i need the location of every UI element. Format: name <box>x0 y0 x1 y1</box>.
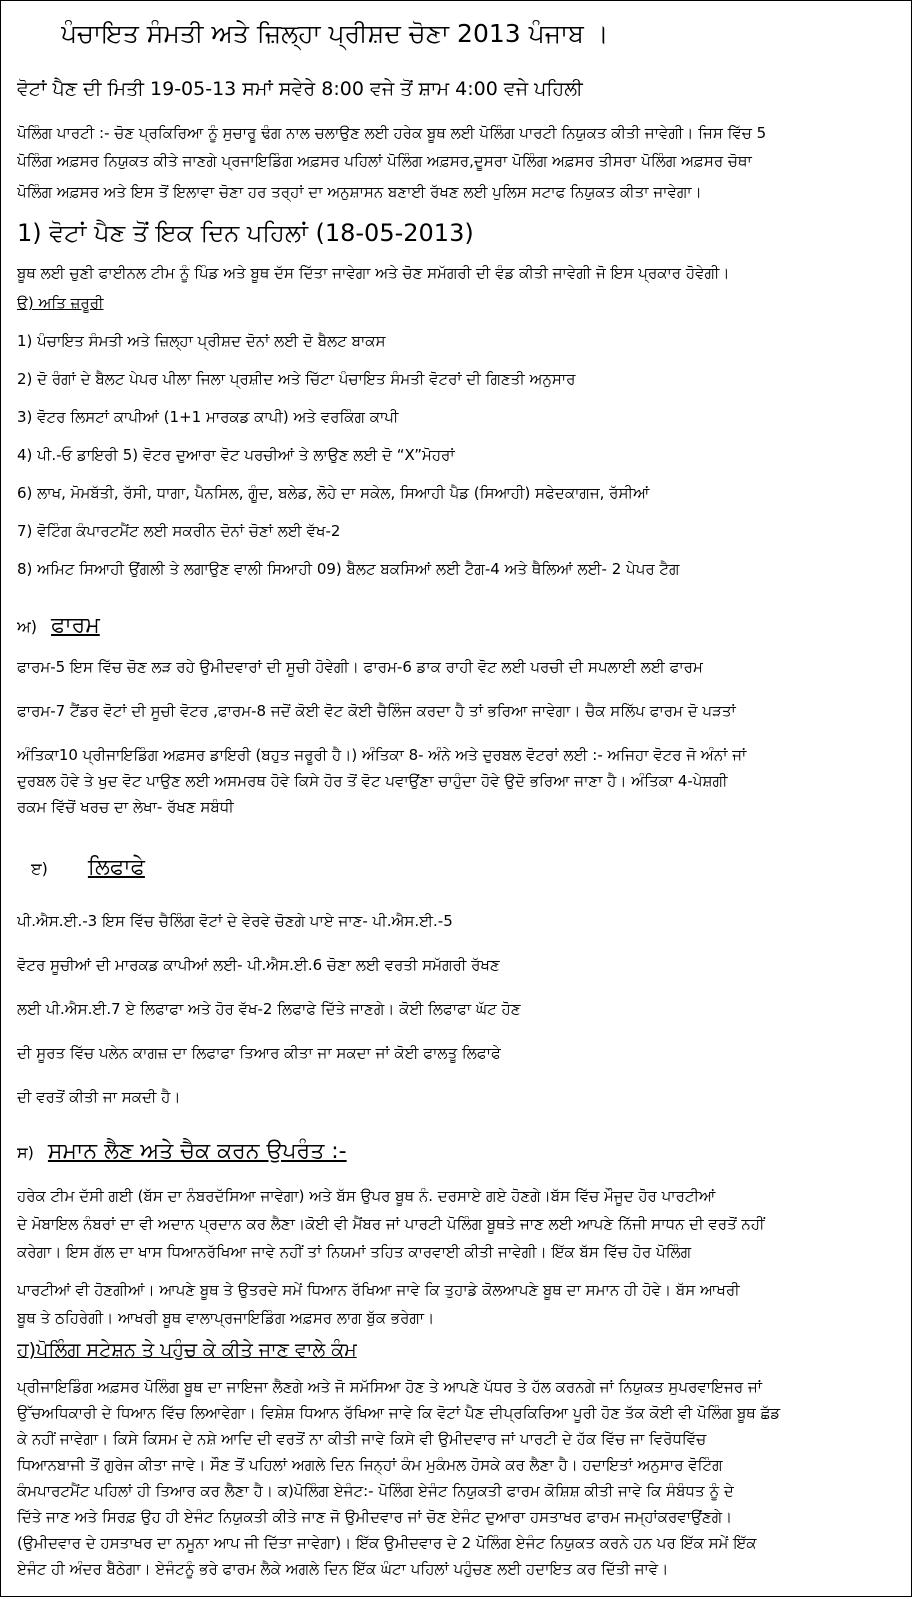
forms-line: ਫਾਰਮ-5 ਇਸ ਵਿੱਚ ਚੋਣ ਲੜ ਰਹੇ ਉਮੀਦਵਾਰਾਂ ਦੀ ਸੂਚੀ ਹੋਵੇਗੀ। ਫਾਰਮ-6 ਡਾਕ ਰਾਹੀ ਵੋਟ ਲਈ ਪਰਚੀ ਦੀ ਸਪਲਾਈ ਲਈ ਫਾਰਮ <box>17 658 703 676</box>
materials-heading <box>17 1137 897 1168</box>
station-line: ਧਿਆਨਬਾਜੀ ਤੋਂ ਗੁਰੇਜ ਕੀਤਾ ਜਾਵੇ। ਸੌਣ ਤੋਂ ਪਹਿਲਾਂ ਅਗਲੇ ਦਿਨ ਜਿਨ੍ਹਾਂ ਕੰਮ ਮੁਕੰਮਲ ਹੋਸਕੇ ਕਰ ਲੈਣਾ ਹੈ। ਹਦਾਇਤਾਂ ਅਨੁਸਾਰ ਵੋਟਿੰਗ <box>17 1456 723 1474</box>
envelopes-line: ਲਈ ਪੀ.ਐਸ.ਈ.7 ਏ ਲਿਫਾਫਾ ਅਤੇ ਹੋਰ ਵੱਖ-2 ਲਿਫਾਫੇ ਦਿੱਤੇ ਜਾਣਗੇ। ਕੋਈ ਲਿਫਾਫਾ ਘੱਟ ਹੋਣ <box>17 1000 521 1018</box>
forms-line: ਦੁਰਬਲ ਹੋਵੇ ਤੇ ਖੁਦ ਵੋਟ ਪਾਉਣ ਲਈ ਅਸਮਰਥ ਹੋਵੇ ਕਿਸੇ ਹੋਰ ਤੋਂ ਵੋਟ ਪਵਾਉਂਣਾ ਚਾਹੁੰਦਾ ਹੋਵੇ ਉਦੋ ਭਰਿਆ ਜਾਣਾ ਹੈ। ਅੰਤਿਕਾ 4-ਪੇਸ਼ਗੀ <box>17 772 728 790</box>
forms-heading <box>17 611 897 642</box>
materials-line: ਦੇ ਮੋਬਾਇਲ ਨੰਬਰਾਂ ਦਾ ਵੀ ਅਦਾਨ ਪ੍ਰਦਾਨ ਕਰ ਲੈਣਾ।ਕੋਈ ਵੀ ਮੈਂਬਰ ਜਾਂ ਪਾਰਟੀ ਪੋਲਿੰਗ ਬੂਥਤੇ ਜਾਣ ਲਈ ਆਪਣੇ ਨਿੱਜੀ ਸਾਧਨ ਦੀ ਵਰਤੋਂ ਨਹੀਂ <box>17 1215 765 1233</box>
envelopes-line: ਪੀ.ਐਸ.ਈ.-3 ਇਸ ਵਿੱਚ ਚੈਲਿੰਗ ਵੋਟਾਂ ਦੇ ਵੇਰਵੇ ਚੋਣਗੇ ਪਾਏ ਜਾਣ- ਪੀ.ਐਸ.ਈ.-5 <box>17 912 453 930</box>
materials-label: ਸ) <box>17 1143 34 1162</box>
forms-line: ਫਾਰਮ-7 ਟੈਂਡਰ ਵੋਟਾਂ ਦੀ ਸੂਚੀ ਵੋਟਰ ,ਫਾਰਮ-8 ਜਦੋਂ ਕੋਈ ਵੋਟ ਕੋਈ ਚੈਲਿੰਜ ਕਰਦਾ ਹੈ ਤਾਂ ਭਰਿਆ ਜਾਵੇਗਾ। ਚੈਕ ਸਲਿੱਪ ਫਾਰਮ ਦੋ ਪੜਤਾਂ <box>17 702 736 720</box>
materials-line: ਬੂਥ ਤੇ ਠਹਿਰੇਗੀ। ਆਖਰੀ ਬੂਥ ਵਾਲਾਪ੍ਰਜਾਇਡਿੰਗ ਅਫ਼ਸਰ ਲਾਗ ਬੁੱਕ ਭਰੇਗਾ। <box>17 1309 435 1327</box>
envelopes-line: ਵੋਟਰ ਸੂਚੀਆਂ ਦੀ ਮਾਰਕਡ ਕਾਪੀਆਂ ਲਈ- ਪੀ.ਐਸ.ਈ.6 ਚੋਣਾ ਲਈ ਵਰਤੀ ਸਮੱਗਰੀ ਰੱਖਣ <box>17 956 500 974</box>
list-item: 7) ਵੋਟਿੰਗ ਕੰਪਾਰਟਮੈਂਟ ਲਈ ਸਕਰੀਨ ਦੋਨਾਂ ਚੋਣਾਂ ਲਈ ਵੱਖ-2 <box>17 522 341 540</box>
envelopes-heading <box>31 853 897 884</box>
section-heading-day-before: 1) ਵੋਟਾਂ ਪੈਣ ਤੋਂ ਇਕ ਦਿਨ ਪਹਿਲਾਂ (18-05-2013) <box>17 219 474 247</box>
forms-line: ਅੰਤਿਕਾ10 ਪ੍ਰੀਜਾਇਡਿੰਗ ਅਫ਼ਸਰ ਡਾਇਰੀ (ਬਹੁਤ ਜਰੂਰੀ ਹੈ।) ਅੰਤਿਕਾ 8- ਅੰਨੇ ਅਤੇ ਦੁਰਬਲ ਵੋਟਰਾਂ ਲਈ :- ਅਜਿਹਾ ਵੋਟਰ ਜੋ ਅੰਨਾਂ ਜਾਂ <box>17 746 747 764</box>
materials-line: ਪਾਰਟੀਆਂ ਵੀ ਹੋਣਗੀਆਂ। ਆਪਣੇ ਬੂਥ ਤੇ ਉਤਰਦੇ ਸਮੇਂ ਧਿਆਨ ਰੱਖਿਆ ਜਾਵੇ ਕਿ ਤੁਹਾਡੇ ਕੋਲਆਪਣੇ ਬੂਥ ਦਾ ਸਮਾਨ ਹੀ ਹੋਵੇ। ਬੱਸ ਆਖਰੀ <box>17 1281 740 1299</box>
station-line: ਪ੍ਰੀਜਾਇਡਿੰਗ ਅਫ਼ਸਰ ਪੋਲਿੰਗ ਬੂਥ ਦਾ ਜਾਇਜਾ ਲੈਣਗੇ ਅਤੇ ਜੋ ਸਮੱਸਿਆ ਹੋਣ ਤੇ ਆਪਣੇ ਪੱਧਰ ਤੇ ਹੱਲ ਕਰਨਗੇ ਜਾਂ ਨਿਯੁਕਤ ਸੁਪਰਵਾਇਜਰ ਜਾਂ <box>17 1378 763 1396</box>
list-item: 6) ਲਾਖ, ਮੋਮਬੱਤੀ, ਰੱਸੀ, ਧਾਗਾ, ਪੈਨਸਿਲ, ਗੂੰਦ, ਬਲੇਡ, ਲੋਹੇ ਦਾ ਸਕੇਲ, ਸਿਆਹੀ ਪੈਡ (ਸਿਆਹੀ) ਸਫੇਦਕਾਗਜ, ਰੱਸੀਆਂ <box>17 484 650 502</box>
subheading-essential: ੳ) ਅਤਿ ਜ਼ਰੂਰੀ <box>17 294 104 312</box>
intro-line: ਪੋਲਿੰਗ ਅਫ਼ਸਰ ਨਿਯੁਕਤ ਕੀਤੇ ਜਾਣਗੇ ਪ੍ਰਜਾਇਡਿੰਗ ਅਫ਼ਸਰ ਪਹਿਲਾਂ ਪੋਲਿੰਗ ਅਫ਼ਸਰ,ਦੂਸਰਾ ਪੋਲਿੰਗ ਅਫ਼ਸਰ ਤੀਸਰਾ ਪੋਲਿੰਗ ਅਫ਼ਸਰ ਚੋਥਾ <box>17 152 752 170</box>
forms-title: ਫਾਰਮ <box>51 613 100 638</box>
envelopes-line: ਦੀ ਵਰਤੋਂ ਕੀਤੀ ਜਾ ਸਕਦੀ ਹੈ। <box>17 1088 181 1106</box>
station-line: ਏਜੰਟ ਹੀ ਅੰਦਰ ਬੈਠੇਗਾ। ਏਜੰਟਨੂੰ ਭਰੇ ਫਾਰਮ ਲੈਕੇ ਅਗਲੇ ਦਿਨ ਇੱਕ ਘੰਟਾ ਪਹਿਲਾਂ ਪਹੁੰਚਣ ਲਈ ਹਦਾਇਤ ਕਰ ਦਿੱਤੀ ਜਾਵੇ। <box>17 1560 669 1578</box>
document-title: ਪੰਚਾਇਤ ਸੰਮਤੀ ਅਤੇ ਜ਼ਿਲ੍ਹਾ ਪ੍ਰੀਸ਼ਦ ਚੋਣਾ 2013 ਪੰਜਾਬ । <box>61 19 609 48</box>
envelopes-label: ੲ) <box>31 859 48 878</box>
list-item: 4) ਪੀ.-ਓ ਡਾਇਰੀ 5) ਵੋਟਰ ਦੁਆਰਾ ਵੋਟ ਪਰਚੀਆਂ ਤੇ ਲਾਉਣ ਲਈ ਦੋ “X”ਮੋਹਰਾਂ <box>17 446 455 464</box>
section-intro: ਬੂਥ ਲਈ ਚੁਣੀ ਫਾਈਨਲ ਟੀਮ ਨੂੰ ਪਿੰਡ ਅਤੇ ਬੂਥ ਦੱਸ ਦਿੱਤਾ ਜਾਵੇਗਾ ਅਤੇ ਚੋਣ ਸਮੱਗਰੀ ਦੀ ਵੰਡ ਕੀਤੀ ਜਾਵੇਗੀ ਜੋ ਇਸ ਪ੍ਰਕਾਰ ਹੋਵੇਗੀ। <box>17 264 730 282</box>
materials-title: ਸਮਾਨ ਲੈਣ ਅਤੇ ਚੈਕ ਕਰਨ ਉਪਰੰਤ :- <box>47 1139 347 1164</box>
station-heading: ਹ)ਪੋਲਿੰਗ ਸਟੇਸ਼ਨ ਤੇ ਪਹੁੰਚ ਕੇ ਕੀਤੇ ਜਾਣ ਵਾਲੇ ਕੰਮ <box>17 1339 357 1361</box>
materials-line: ਕਰੇਗਾ। ਇਸ ਗੱਲ ਦਾ ਖਾਸ ਧਿਆਨਰੱਖਿਆ ਜਾਵੇ ਨਹੀਂ ਤਾਂ ਨਿਯਮਾਂ ਤਹਿਤ ਕਾਰਵਾਈ ਕੀਤੀ ਜਾਵੇਗੀ। ਇੱਕ ਬੱਸ ਵਿੱਚ ਹੋਰ ਪੋਲਿੰਗ <box>17 1243 692 1261</box>
station-line: ਕੰਮਪਾਰਟਮੈਂਟ ਪਹਿਲਾਂ ਹੀ ਤਿਆਰ ਕਰ ਲੈਣਾ ਹੈ। ਕ)ਪੋਲਿੰਗ ਏਜੰਟ:- ਪੋਲਿੰਗ ਏਜੰਟ ਨਿਯੁਕਤੀ ਫਾਰਮ ਕੋਸ਼ਿਸ਼ ਕੀਤੀ ਜਾਵੇ ਕਿ ਸੰਬੰਧਤ ਨੂੰ ਦੇ <box>17 1482 734 1500</box>
list-item: 3) ਵੋਟਰ ਲਿਸਟਾਂ ਕਾਪੀਆਂ (1+1 ਮਾਰਕਡ ਕਾਪੀ) ਅਤੇ ਵਰਕਿੰਗ ਕਾਪੀ <box>17 408 399 426</box>
intro-line: ਪੋਲਿੰਗ ਪਾਰਟੀ :- ਚੋਣ ਪ੍ਰਕਿਰਿਆ ਨੂੰ ਸੁਚਾਰੂ ਢੰਗ ਨਾਲ ਚਲਾਉਣ ਲਈ ਹਰੇਕ ਬੂਥ ਲਈ ਪੋਲਿੰਗ ਪਾਰਟੀ ਨਿਯੁਕਤ ਕੀਤੀ ਜਾਵੇਗੀ। ਜਿਸ ਵਿੱਚ 5 <box>17 124 767 142</box>
forms-line: ਰਕਮ ਵਿੱਚੋਂ ਖਰਚ ਦਾ ਲੇਖਾ- ਰੱਖਣ ਸਬੰਧੀ <box>17 798 234 816</box>
envelopes-line: ਦੀ ਸੂਰਤ ਵਿੱਚ ਪਲੇਨ ਕਾਗਜ਼ ਦਾ ਲਿਫਾਫਾ ਤਿਆਰ ਕੀਤਾ ਜਾ ਸਕਦਾ ਜਾਂ ਕੋਈ ਫਾਲਤੂ ਲਿਫਾਫੇ <box>17 1044 501 1062</box>
station-line: ਉੱਚਅਧਿਕਾਰੀ ਦੇ ਧਿਆਨ ਵਿੱਚ ਲਿਆਵੇਗਾ। ਵਿਸ਼ੇਸ਼ ਧਿਆਨ ਰੱਖਿਆ ਜਾਵੇ ਕਿ ਵੋਟਾਂ ਪੈਣ ਦੀਪ੍ਰਕਿਰਿਆ ਪੂਰੀ ਹੋਣ ਤੱਕ ਕੋਈ ਵੀ ਪੋਲਿੰਗ ਬੂਥ ਛੱਡ <box>17 1404 781 1422</box>
materials-line: ਹਰੇਕ ਟੀਮ ਦੱਸੀ ਗਈ (ਬੱਸ ਦਾ ਨੰਬਰਦੱਸਿਆ ਜਾਵੇਗਾ) ਅਤੇ ਬੱਸ ਉਪਰ ਬੂਥ ਨੰ. ਦਰਸਾਏ ਗਏ ਹੋਣਗੇ।ਬੱਸ ਵਿੱਚ ਮੌਜੂਦ ਹੋਰ ਪਾਰਟੀਆਂ <box>17 1187 716 1205</box>
station-line: ਕੇ ਨਹੀਂ ਜਾਵੇਗਾ। ਕਿਸੇ ਕਿਸਮ ਦੇ ਨਸ਼ੇ ਆਦਿ ਦੀ ਵਰਤੋਂ ਨਾ ਕੀਤੀ ਜਾਵੇ ਕਿਸੇ ਵੀ ਉਮੀਦਵਾਰ ਜਾਂ ਪਾਰਟੀ ਦੇ ਹੱਕ ਵਿੱਚ ਜਾ ਵਿਰੋਧਵਿੱਚ <box>17 1430 707 1448</box>
poll-date-line: ਵੋਟਾਂ ਪੈਣ ਦੀ ਮਿਤੀ 19-05-13 ਸਮਾਂ ਸਵੇਰੇ 8:00 ਵਜੇ ਤੋਂ ਸ਼ਾਮ 4:00 ਵਜੇ ਪਹਿਲੀ <box>17 78 583 100</box>
list-item: 8) ਅਮਿਟ ਸਿਆਹੀ ਉਂਗਲੀ ਤੇ ਲਗਾਉਣ ਵਾਲੀ ਸਿਆਹੀ 09) ਬੈਲਟ ਬਕਸਿਆਂ ਲਈ ਟੈਗ-4 ਅਤੇ ਥੈਲਿਆਂ ਲਈ- 2 ਪੇਪਰ ਟੈਗ <box>17 560 680 578</box>
station-line: (ਉਮੀਦਵਾਰ ਦੇ ਹਸਤਾਖਰ ਦਾ ਨਮੂਨਾ ਆਪ ਜੀ ਦਿੱਤਾ ਜਾਵੇਗਾ)। ਇੱਕ ਉਮੀਦਵਾਰ ਦੇ 2 ਪੋਲਿੰਗ ਏਜੰਟ ਨਿਯੁਕਤ ਕਰਨੇ ਹਨ ਪਰ ਇੱਕ ਸਮੇਂ ਇੱਕ <box>17 1534 757 1552</box>
list-item: 2) ਦੋ ਰੰਗਾਂ ਦੇ ਬੈਲਟ ਪੇਪਰ ਪੀਲਾ ਜਿਲਾ ਪ੍ਰਸ਼ੀਦ ਅਤੇ ਚਿੱਟਾ ਪੰਚਾਇਤ ਸੰਮਤੀ ਵੋਟਰਾਂ ਦੀ ਗਿਣਤੀ ਅਨੁਸਾਰ <box>17 370 576 388</box>
forms-label: ਅ) <box>17 617 38 636</box>
envelopes-title: ਲਿਫਾਫੇ <box>87 855 145 880</box>
intro-line: ਪੋਲਿੰਗ ਅਫ਼ਸਰ ਅਤੇ ਇਸ ਤੋਂ ਇਲਾਵਾ ਚੋਣਾ ਹਰ ਤਰ੍ਹਾਂ ਦਾ ਅਨੁਸ਼ਾਸਨ ਬਣਾਈ ਰੱਖਣ ਲਈ ਪੁਲਿਸ ਸਟਾਫ ਨਿਯੁਕਤ ਕੀਤਾ ਜਾਵੇਗਾ। <box>17 183 702 201</box>
station-line: ਦਿੱਤੇ ਜਾਣ ਅਤੇ ਸਿਰਫ਼ ਉਹ ਹੀ ਏਜੰਟ ਨਿਯੁਕਤੀ ਕੀਤੇ ਜਾਣ ਜੋ ਉਮੀਦਵਾਰ ਜਾਂ ਚੋਣ ਏਜੰਟ ਦੁਆਰਾ ਹਸਤਾਖਰ ਫਾਰਮ ਜਮ੍ਹਾਂਕਰਵਾਉਂਣਗੇ। <box>17 1508 733 1526</box>
list-item: 1) ਪੰਚਾਇਤ ਸੰਮਤੀ ਅਤੇ ਜ਼ਿਲ੍ਹਾ ਪ੍ਰੀਸ਼ਦ ਦੋਨਾਂ ਲਈ ਦੋ ਬੈਲਟ ਬਾਕਸ <box>17 332 386 350</box>
